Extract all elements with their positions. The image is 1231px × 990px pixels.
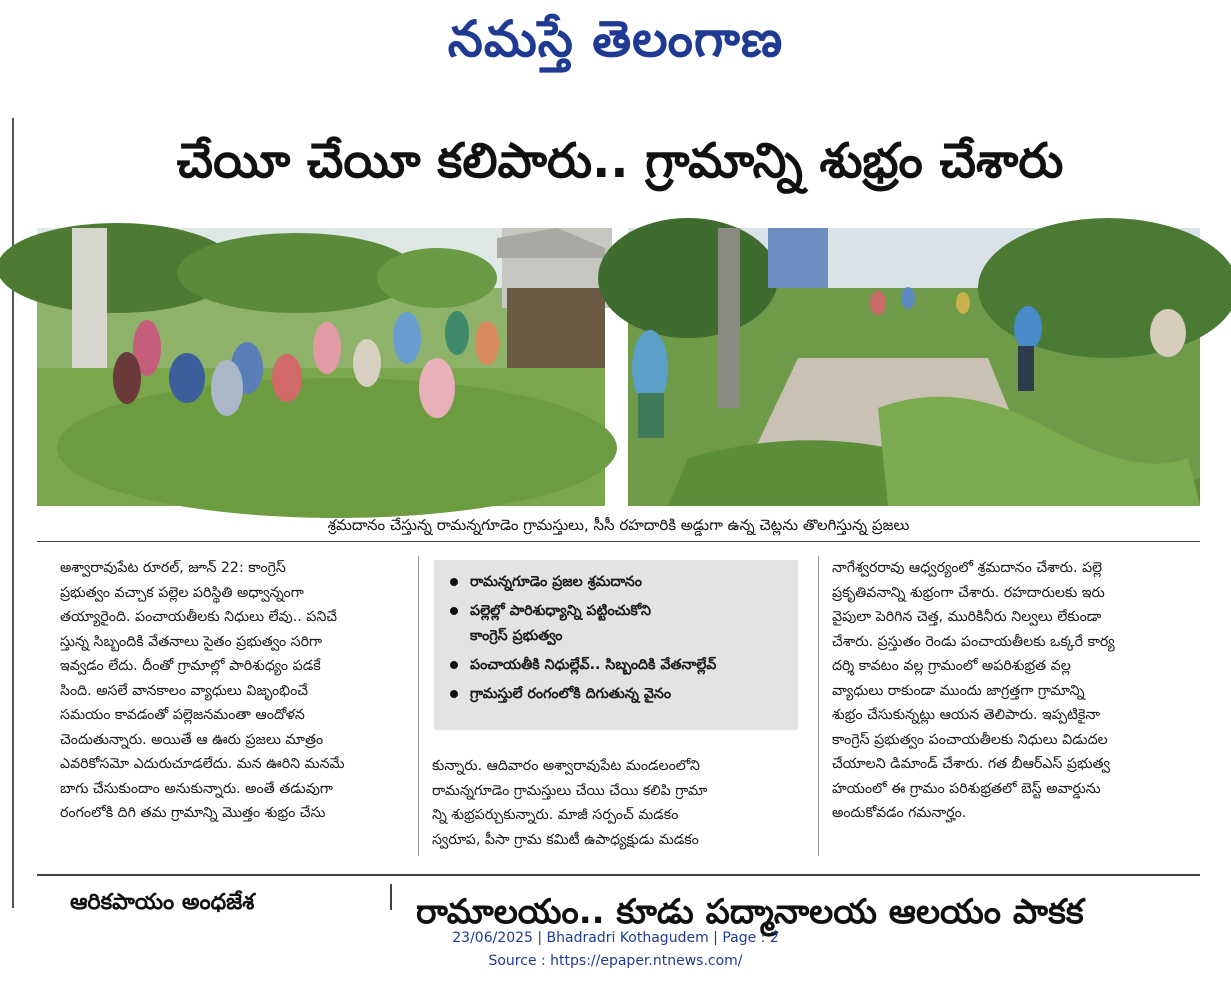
highlight-text: పల్లెల్లో పారిశుధ్యాన్ని పట్టించుకోని [470,603,651,619]
column-1-line: అశ్వారావుపేట రూరల్, జూన్ 22: కాంగ్రెస్ [60,560,286,576]
article-column-2 [432,754,804,852]
next-article-teaser-left: ఆరికపాయం అంధజేశ [70,890,255,915]
column-3-line: చేశారు. ప్రస్తుతం రెండు పంచాయతీలకు ఒక్కరే కార్య [832,633,1115,650]
bullet-icon [450,690,458,698]
column-3-line: వ్యాధులు రాకుండా ముందు జాగ్రత్తగా గ్రామాన్ని [832,682,1085,699]
photo-villagers-cleaning [37,228,605,506]
highlights-box [434,560,798,730]
caption-divider [37,541,1200,542]
article-headline: చేయీ చేయీ కలిపారు.. గ్రామాన్ని శుభ్రం చేశారు [176,133,1064,189]
next-article-teaser-right: రామాలయం.. కూడు పద్మానాలయ ఆలయం పాకక [416,892,1084,932]
left-border-rule [12,118,14,908]
bullet-icon [450,578,458,586]
column-1-line: బాగు చేసుకుందాం అనుకున్నారు. అంతే తడువుగా [60,780,333,797]
column-3-line: శుభ్రం చేసుకున్నట్లు ఆయన తెలిపారు. ఇప్పటికైనా [832,707,1101,723]
highlight-item [444,653,788,678]
photo-caption: శ్రమదానం చేస్తున్న రామన్నగూడెం గ్రామస్తులు, సీసీ రహదారికి అడ్డుగా ఉన్న చెట్లను తొలగిస్తున్న ప్రజలు [327,516,910,534]
photo-clearing-branches [628,228,1200,506]
column-separator [418,556,419,856]
highlight-item [444,570,788,595]
bullet-icon [450,607,458,615]
highlight-item [444,599,788,649]
highlights-list [434,560,798,707]
column-3-line: హయంలో ఈ గ్రామం పరిశుభ్రతలో బెస్ట్ అవార్డును [832,780,1101,797]
column-3-line: నాగేశ్వరరావు ఆధ్వర్యంలో శ్రమదానం చేశారు. పల్లె [832,560,1103,576]
column-separator [818,556,819,856]
column-1-line: ఇవ్వడం లేదు. దీంతో గ్రామాల్లో పారిశుధ్యం పడకే [60,658,321,674]
column-1-line: రంగంలోకి దిగి తమ గ్రామాన్ని మొత్తం శుభ్రం చేసు [60,805,326,821]
column-1-line: చెందుతున్నారు. అయితే ఆ ఊరు ప్రజలు మాత్రం [60,731,324,748]
column-1-line: ఎవరికోసమో ఎదురుచూడలేదు. మన ఊరిని మనమే [60,756,345,772]
column-3-line: దర్శి కావటం వల్ల గ్రామంలో అపరిశుభ్రత వల్ల [832,658,1071,674]
column-2-line: రామన్నగూడెం గ్రామస్తులు చేయి చేయి కలిపి గ్రామా [432,782,708,799]
article-column-3 [832,556,1200,826]
column-3-line: అందుకోవడం గమనార్హం. [832,805,967,821]
column-3-line: ప్రకృతివనాన్ని శుభ్రంగా చేశారు. రహదారులకు ఇరు [832,584,1105,601]
column-1-line: స్తున్న సిబ్బందికి వేతనాలు సైతం ప్రభుత్వం సరిగా [60,633,323,650]
bottom-divider [37,874,1200,876]
highlight-text: గ్రామస్తులే రంగంలోకి దిగుతున్న వైనం [470,686,672,702]
highlight-text: రామన్నగూడెం ప్రజల శ్రమదానం [470,574,642,590]
column-3-line: కాంగ్రెస్ ప్రభుత్వం పంచాయతీలకు నిధులు విడుదల [832,731,1108,748]
column-1-line: సింది. అసలే వానకాలం వ్యాధులు విజృంభించే [60,682,309,699]
column-3-line: వైపులా పెరిగిన చెత్త, మురికినీరు నిల్వలు లేకుండా [832,609,1102,625]
highlight-item [444,682,788,707]
bullet-icon [450,661,458,669]
footer-source-link[interactable]: Source : https://epaper.ntnews.com/ [488,953,743,969]
article-column-1 [60,556,408,826]
column-2-line: కున్నారు. ఆదివారం అశ్వారావుపేట మండలంలోని [432,758,700,774]
masthead-title: నమస్తే తెలంగాణ [447,10,784,68]
footer-date-edition: 23/06/2025 | Bhadradri Kothagudem | Page : 2 [452,930,779,946]
column-2-line: స్వరూప, పీసా గ్రామ కమిటీ ఉపాధ్యక్షుడు మడకం [432,831,699,848]
column-3-line: చేయాలని డిమాండ్ చేశారు. గత బీఆర్ఎస్ ప్రభుత్వ [832,756,1111,772]
newspaper-masthead [0,6,1231,76]
column-1-line: సమయం కావడంతో పల్లెజనమంతా ఆందోళన [60,707,305,723]
teaser-separator [390,884,392,910]
highlight-text: పంచాయతీకి నిధుల్లేవ్.. సిబ్బందికి వేతనాల్లేవ్ [470,657,717,673]
highlight-text: కాంగ్రెస్ ప్రభుత్వం [470,628,563,644]
column-1-line: తయ్యారైంది. పంచాయతీలకు నిధులు లేవు.. పనిచే [60,609,338,625]
column-1-line: ప్రభుత్వం వచ్చాక పల్లెల పరిస్థితి అధ్వాన్నంగా [60,584,304,601]
column-2-line: న్ని శుభ్రపర్చుకున్నారు. మాజీ సర్పంచ్ మడకం [432,807,679,823]
